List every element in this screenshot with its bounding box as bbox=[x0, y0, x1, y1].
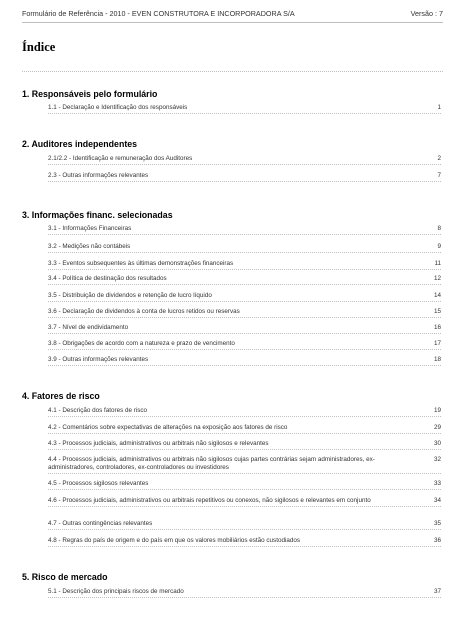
toc-entry-label: 4.6 - Processos judiciais, administrativos ou arbitrais repetitivos ou conexos, não sigilosos e relevantes em conjunto bbox=[48, 497, 371, 504]
toc-entry-dotted-leader bbox=[48, 597, 441, 598]
toc-entry-page-number: 8 bbox=[437, 225, 441, 232]
toc-entry-page-number: 12 bbox=[433, 275, 441, 282]
toc-entry-dotted-leader bbox=[48, 252, 441, 253]
toc-entry-label: 3.5 - Distribuição de dividendos e retenção de lucro líquido bbox=[48, 292, 212, 299]
toc-entry-label: 2.1/2.2 - Identificação e remuneração dos Auditores bbox=[48, 155, 193, 162]
toc-entry[interactable] bbox=[48, 456, 441, 472]
toc-entry-page-number: 14 bbox=[433, 292, 441, 299]
toc-entry-page-number: 36 bbox=[433, 537, 441, 544]
toc-entry-dotted-leader bbox=[48, 234, 441, 235]
section-heading: 1. Responsáveis pelo formulário bbox=[22, 89, 158, 99]
toc-entry-dotted-leader bbox=[48, 433, 441, 434]
toc-entry-page-number: 32 bbox=[433, 456, 441, 463]
toc-entry-page-number: 1 bbox=[437, 104, 441, 111]
toc-entry-label: 2.3 - Outras informações relevantes bbox=[48, 172, 149, 179]
toc-entry[interactable] bbox=[48, 520, 441, 528]
header-document-title: Formulário de Referência - 2010 - EVEN CONSTRUTORA E INCORPORADORA S/A bbox=[22, 9, 295, 18]
toc-entry[interactable] bbox=[48, 324, 441, 332]
toc-entry-label: 4.3 - Processos judiciais, administrativos ou arbitrais não sigilosos e relevantes bbox=[48, 440, 269, 447]
section-heading: 5. Risco de mercado bbox=[22, 572, 108, 582]
page-header bbox=[22, 9, 443, 18]
toc-entry[interactable] bbox=[48, 480, 441, 488]
toc-entry-dotted-leader bbox=[48, 113, 441, 114]
toc-entry-label: 4.4 - Processos judiciais, administrativos ou arbitrais não sigilosos cujas partes contrárias sejam administradores, ex-administradores, controladores, ex-controladores ou investidores bbox=[48, 456, 375, 472]
toc-entry[interactable] bbox=[48, 225, 441, 233]
toc-entry[interactable] bbox=[48, 424, 441, 432]
toc-entry[interactable] bbox=[48, 172, 441, 180]
toc-entry[interactable] bbox=[48, 292, 441, 300]
toc-entry-dotted-leader bbox=[48, 333, 441, 334]
toc-entry-page-number: 34 bbox=[433, 497, 441, 504]
section-heading: 4. Fatores de risco bbox=[22, 391, 100, 401]
toc-entry-page-number: 15 bbox=[433, 308, 441, 315]
toc-entry[interactable] bbox=[48, 260, 441, 268]
toc-entry-page-number: 35 bbox=[433, 520, 441, 527]
toc-entry[interactable] bbox=[48, 243, 441, 251]
toc-entry[interactable] bbox=[48, 104, 441, 112]
toc-entry-label: 5.1 - Descrição dos principais riscos de mercado bbox=[48, 588, 184, 595]
toc-entry-dotted-leader bbox=[48, 473, 441, 474]
toc-entry-dotted-leader bbox=[48, 284, 441, 285]
toc-entry-label: 3.3 - Eventos subsequentes às últimas demonstrações financeiras bbox=[48, 260, 234, 267]
toc-entry-dotted-leader bbox=[48, 506, 441, 507]
toc-entry-page-number: 9 bbox=[437, 243, 441, 250]
toc-entry-label: 4.5 - Processos sigilosos relevantes bbox=[48, 480, 149, 487]
toc-entry-label: 4.2 - Comentários sobre expectativas de alterações na exposição aos fatores de risco bbox=[48, 424, 288, 431]
toc-entry-dotted-leader bbox=[48, 349, 441, 350]
title-divider bbox=[22, 71, 443, 72]
toc-entry-dotted-leader bbox=[48, 269, 441, 270]
toc-entry-label: 4.8 - Regras do país de origem e do país em que os valores mobiliários estão custodiados bbox=[48, 537, 301, 544]
toc-entry[interactable] bbox=[48, 275, 441, 283]
toc-entry[interactable] bbox=[48, 308, 441, 316]
toc-entry-dotted-leader bbox=[48, 317, 441, 318]
toc-entry[interactable] bbox=[48, 537, 441, 545]
toc-entry-dotted-leader bbox=[48, 181, 441, 182]
section-heading: 2. Auditores independentes bbox=[22, 139, 138, 149]
toc-entry-dotted-leader bbox=[48, 529, 441, 530]
toc-entry-page-number: 7 bbox=[437, 172, 441, 179]
toc-entry-dotted-leader bbox=[48, 546, 441, 547]
header-divider bbox=[22, 22, 443, 23]
toc-entry-page-number: 19 bbox=[433, 407, 441, 414]
toc-entry-label: 3.4 - Política de destinação dos resultados bbox=[48, 275, 167, 282]
toc-entry-dotted-leader bbox=[48, 489, 441, 490]
toc-entry[interactable] bbox=[48, 440, 441, 448]
toc-entry[interactable] bbox=[48, 155, 441, 163]
toc-entry-label: 3.7 - Nível de endividamento bbox=[48, 324, 129, 331]
toc-entry-page-number: 18 bbox=[433, 356, 441, 363]
toc-entry-dotted-leader bbox=[48, 449, 441, 450]
header-version: Versão : 7 bbox=[410, 9, 443, 18]
section-heading: 3. Informações financ. selecionadas bbox=[22, 210, 173, 220]
toc-entry-label: 3.8 - Obrigações de acordo com a natureza e prazo de vencimento bbox=[48, 340, 235, 347]
toc-entry[interactable] bbox=[48, 588, 441, 596]
toc-entry-page-number: 11 bbox=[434, 260, 441, 267]
toc-entry-page-number: 30 bbox=[433, 440, 441, 447]
toc-entry-label: 3.6 - Declaração de dividendos à conta de lucros retidos ou reservas bbox=[48, 308, 240, 315]
toc-entry-dotted-leader bbox=[48, 365, 441, 366]
toc-entry[interactable] bbox=[48, 356, 441, 364]
toc-entry-page-number: 2 bbox=[437, 155, 441, 162]
toc-entry-label: 3.1 - Informações Financeiras bbox=[48, 225, 132, 232]
toc-entry-page-number: 16 bbox=[433, 324, 441, 331]
toc-entry[interactable] bbox=[48, 407, 441, 415]
toc-entry-label: 4.1 - Descrição dos fatores de risco bbox=[48, 407, 148, 414]
toc-entry-dotted-leader bbox=[48, 164, 441, 165]
toc-entry-dotted-leader bbox=[48, 416, 441, 417]
page-title: Índice bbox=[22, 40, 56, 54]
toc-entry[interactable] bbox=[48, 497, 441, 505]
toc-entry-page-number: 29 bbox=[433, 424, 441, 431]
toc-entry-label: 3.2 - Medições não contábeis bbox=[48, 243, 131, 250]
toc-entry-label: 3.9 - Outras informações relevantes bbox=[48, 356, 149, 363]
toc-entry-page-number: 37 bbox=[433, 588, 441, 595]
toc-entry-dotted-leader bbox=[48, 301, 441, 302]
toc-entry-page-number: 17 bbox=[433, 340, 441, 347]
toc-entry[interactable] bbox=[48, 340, 441, 348]
toc-entry-page-number: 33 bbox=[433, 480, 441, 487]
toc-entry-label: 4.7 - Outras contingências relevantes bbox=[48, 520, 153, 527]
toc-entry-label: 1.1 - Declaração e Identificação dos responsáveis bbox=[48, 104, 188, 111]
